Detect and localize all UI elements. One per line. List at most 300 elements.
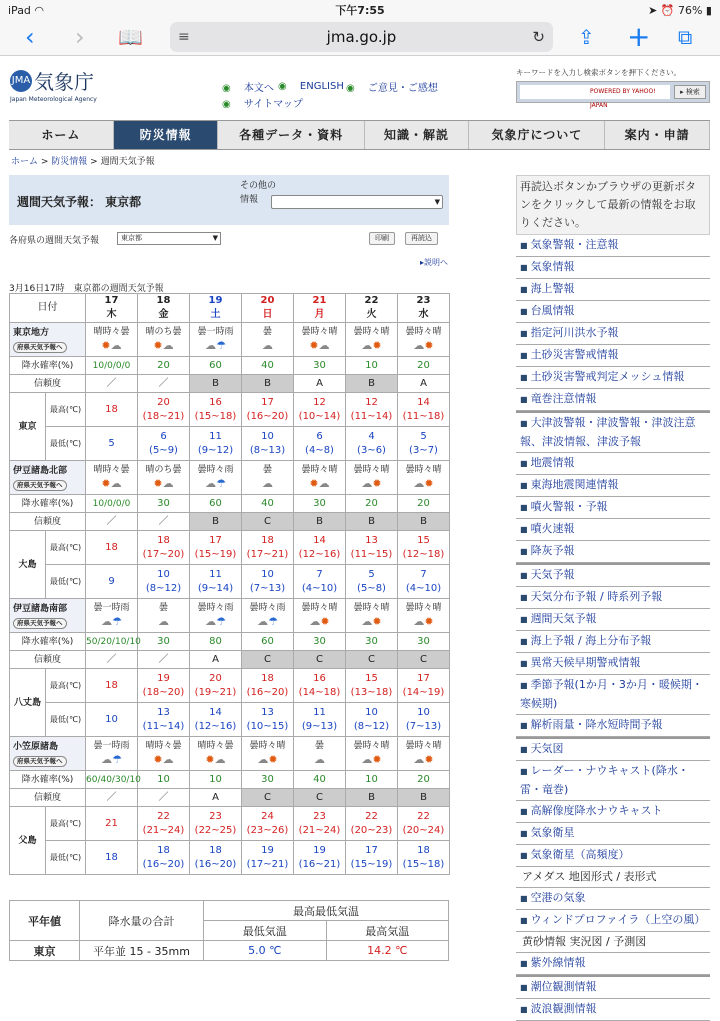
- max-label: 最高(℃): [46, 807, 86, 841]
- bullet-icon: ■: [520, 681, 528, 690]
- reliability-cell: ／: [138, 375, 190, 393]
- sidebar-link[interactable]: ■ 異常天候早期警戒情報: [516, 653, 710, 675]
- max-label: 最高(℃): [46, 531, 86, 565]
- area-name: 伊豆諸島北部 府県天気予報へ: [10, 461, 86, 495]
- bc-home[interactable]: ホーム: [11, 157, 39, 167]
- sidebar-link[interactable]: ■ 天気予報: [516, 563, 710, 587]
- sidebar-link[interactable]: ■ 竜巻注意情報: [516, 389, 710, 411]
- min-temp-cell: 6 (4~8): [294, 427, 346, 461]
- site-search: キーワードを入力し検索ボタンを押下ください。 POWERED BY YAHOO! JAPAN ▸ 検索: [516, 67, 710, 103]
- min-temp-cell: 7 (4~10): [294, 565, 346, 599]
- reliability-cell: C: [242, 513, 294, 531]
- pop-cell: 30: [294, 633, 346, 651]
- bullet-icon: ■: [520, 829, 528, 838]
- bullet-icon: ■: [520, 615, 528, 624]
- weather-cell: 曇一時雨 ☁☂: [86, 599, 138, 633]
- pop-cell: 20: [346, 495, 398, 513]
- sidebar-link[interactable]: ■ 噴火警報・予報: [516, 497, 710, 519]
- date-cell: 21 月: [294, 294, 346, 323]
- sidebar: [516, 175, 710, 1021]
- date-cell: 22 火: [346, 294, 398, 323]
- reliability-cell: A: [190, 651, 242, 669]
- cloud-icon: ☁: [262, 477, 273, 490]
- max-temp-cell: 22 (20~23): [346, 807, 398, 841]
- weather-cell: 曇一時雨 ☁☂: [190, 323, 242, 357]
- reliability-cell: ／: [86, 651, 138, 669]
- chevron-down-icon: ▼: [212, 234, 218, 242]
- max-temp-cell: 15 (12~18): [398, 531, 450, 565]
- status-bar: [0, 0, 720, 20]
- sidebar-link[interactable]: ■ 季節予報(1か月・3か月・暖候期・寒候期): [516, 675, 710, 715]
- pop-cell: 40: [242, 357, 294, 375]
- pop-label: 降水確率(%): [10, 357, 86, 375]
- weather-cell: 曇時々晴 ☁✹: [346, 323, 398, 357]
- weather-cell: 曇時々晴 ☁✹: [398, 461, 450, 495]
- sidebar-link[interactable]: ■ 週間天気予報: [516, 609, 710, 631]
- bullet-icon: ■: [520, 637, 528, 646]
- sun-icon: ✹: [424, 615, 434, 628]
- sidebar-link[interactable]: ■ 大津波警報・津波警報・津波注意報、津波情報、津波予報: [516, 411, 710, 453]
- bullet-icon: ■: [520, 959, 528, 968]
- bookmarks-icon[interactable]: 📖: [118, 25, 143, 49]
- max-temp-cell: 18: [86, 393, 138, 427]
- pop-cell: 30: [138, 495, 190, 513]
- area-name: 東京地方 府県天気予報へ: [10, 323, 86, 357]
- cloud-icon: ☁: [110, 477, 122, 490]
- reliability-label: 信頼度: [10, 513, 86, 531]
- sidebar-link[interactable]: ■ 台風情報: [516, 301, 710, 323]
- bullet-icon: ■: [520, 263, 528, 272]
- nav-home[interactable]: ホーム: [9, 121, 114, 149]
- cloud-icon: ☁: [318, 339, 330, 352]
- bullet-icon: ■: [520, 395, 528, 404]
- date-cell: 18 金: [138, 294, 190, 323]
- reload-notice: 再読込ボタンかブラウザの更新ボタンをクリックして最新の情報をお取りください。: [516, 175, 710, 235]
- reliability-label: 信頼度: [10, 789, 86, 807]
- weather-cell: 曇時々晴 ☁✹: [294, 599, 346, 633]
- other-info-select[interactable]: [271, 195, 443, 209]
- bullet-icon: ■: [520, 373, 528, 382]
- sidebar-link[interactable]: ■ 天気分布予報 / 時系列予報: [516, 587, 710, 609]
- min-temp-cell: 13 (10~15): [242, 703, 294, 737]
- min-temp-cell: 5: [86, 427, 138, 461]
- sidebar-link[interactable]: ■ 潮位観測情報: [516, 975, 710, 999]
- umbrella-icon: ☂: [112, 753, 122, 766]
- pref-select[interactable]: 東京都 ▼: [117, 232, 221, 245]
- reliability-cell: C: [294, 789, 346, 807]
- pref-forecast-button[interactable]: 府県天気予報へ: [13, 342, 67, 353]
- date-cell: 17 木: [86, 294, 138, 323]
- min-temp-cell: 10 (8~13): [242, 427, 294, 461]
- cloud-icon: ☁: [205, 339, 217, 352]
- bullet-icon: ■: [520, 745, 528, 754]
- weather-cell: 曇時々雨 ☁☂: [190, 599, 242, 633]
- link-english[interactable]: ENGLISH: [299, 81, 344, 92]
- url-bar[interactable]: [170, 22, 553, 52]
- reliability-cell: ／: [138, 651, 190, 669]
- pop-cell: 20: [138, 357, 190, 375]
- bullet-icon: ■: [520, 983, 528, 992]
- weather-cell: 曇 ☁: [242, 461, 294, 495]
- pop-cell: 60/40/30/10: [86, 771, 138, 789]
- weather-cell: 曇 ☁: [294, 737, 346, 771]
- max-temp-cell: 19 (18~20): [138, 669, 190, 703]
- reliability-cell: B: [242, 375, 294, 393]
- bullet-icon: ■: [520, 459, 528, 468]
- sun-icon: ✹: [153, 339, 163, 352]
- min-label: 最低(℃): [46, 703, 86, 737]
- sun-icon: ✹: [424, 477, 434, 490]
- min-temp-cell: 6 (5~9): [138, 427, 190, 461]
- issued-time: 3月16日17時 東京都の週間天気予報: [9, 284, 164, 294]
- max-temp-cell: 18: [86, 669, 138, 703]
- sun-icon: ✹: [372, 477, 382, 490]
- sidebar-link[interactable]: 黄砂情報 実況図 / 予測図: [516, 932, 710, 953]
- sidebar-link[interactable]: ■ 天気図: [516, 737, 710, 761]
- pop-cell: 60: [190, 495, 242, 513]
- reliability-cell: A: [294, 375, 346, 393]
- min-temp-cell: 10 (7~13): [398, 703, 450, 737]
- weather-row: [10, 323, 450, 357]
- weather-row: [10, 461, 450, 495]
- reliability-cell: B: [190, 375, 242, 393]
- weather-cell: 曇時々晴 ☁✹: [346, 737, 398, 771]
- weather-row: [10, 737, 450, 771]
- reliability-cell: B: [346, 375, 398, 393]
- umbrella-icon: ☂: [216, 477, 226, 490]
- weather-cell: 曇時々晴 ☁✹: [346, 599, 398, 633]
- bullet-icon: ■: [520, 525, 528, 534]
- sidebar-link[interactable]: ■ ウィンドプロファイラ（上空の風）: [516, 910, 710, 932]
- reliability-cell: C: [346, 651, 398, 669]
- sun-icon: ✹: [101, 477, 111, 490]
- pref-forecast-button[interactable]: 府県天気予報へ: [13, 756, 67, 767]
- browser-toolbar: [0, 20, 720, 56]
- pop-cell: 10/0/0/0: [86, 357, 138, 375]
- sun-icon: ✹: [153, 753, 163, 766]
- reload-button[interactable]: 再読込: [405, 232, 438, 245]
- sidebar-links: [516, 235, 710, 1021]
- max-temp-cell: 14 (12~16): [294, 531, 346, 565]
- cloud-icon: ☁: [413, 477, 425, 490]
- sun-icon: ✹: [372, 753, 382, 766]
- sun-icon: ✹: [424, 753, 434, 766]
- max-temp-cell: 18 (16~20): [242, 669, 294, 703]
- bullet-icon: ■: [520, 241, 528, 250]
- weather-row: [10, 599, 450, 633]
- bullet-icon: ■: [520, 851, 528, 860]
- nav-disaster[interactable]: 防災情報: [114, 121, 219, 149]
- other-info-label: その他の情報: [240, 181, 277, 205]
- bullet-icon: ■: [520, 419, 528, 428]
- sidebar-link[interactable]: ■ 高解像度降水ナウキャスト: [516, 801, 710, 823]
- bullet-icon: ■: [520, 547, 528, 556]
- max-temp-cell: 12 (10~14): [294, 393, 346, 427]
- sidebar-link[interactable]: ■ 降灰予報: [516, 541, 710, 563]
- cloud-icon: ☁: [214, 753, 226, 766]
- reload-icon[interactable]: ↻: [532, 28, 545, 46]
- sidebar-link[interactable]: ■ 東海地震関連情報: [516, 475, 710, 497]
- city-name: 東京: [10, 393, 46, 461]
- reliability-cell: B: [294, 513, 346, 531]
- pop-cell: 30: [398, 633, 450, 651]
- sun-icon: ✹: [101, 339, 111, 352]
- share-icon[interactable]: ⇪: [578, 25, 595, 49]
- min-label: 最低(℃): [46, 841, 86, 875]
- reliability-cell: ／: [138, 789, 190, 807]
- bullet-icon: ■: [520, 593, 528, 602]
- cloud-icon: ☁: [361, 477, 373, 490]
- min-temp-cell: 5 (3~7): [398, 427, 450, 461]
- sidebar-link[interactable]: ■ 気象衛星（高頻度）: [516, 845, 710, 867]
- date-label: 日付: [10, 294, 86, 323]
- nav-data[interactable]: 各種データ・資料: [218, 121, 364, 149]
- sun-icon: ✹: [372, 339, 382, 352]
- cloud-icon: ☁: [361, 615, 373, 628]
- weather-cell: 曇時々晴 ☁✹: [242, 737, 294, 771]
- pop-label: 降水確率(%): [10, 633, 86, 651]
- tabs-icon[interactable]: ⧉: [678, 25, 693, 49]
- weather-cell: 曇一時雨 ☁☂: [86, 737, 138, 771]
- main-content: 週間天気予報： 東京都 その他の情報 ▼ 各府県の週間天気予報 東京都 ▼ 印刷 再読込 ▸説明へ 3月16日17時 東京都の週間天気予報 日付 17 木 18 金 19 土 20 日 21 月 22 火 23 水 東京地方 府県天気予報へ 晴時々曇 ✹☁ 晴のち曇 ✹☁ 曇一時雨 ☁☂ 曇 ☁ 曇時々晴 ✹☁ 曇時々晴 ☁✹ 曇時々晴 ☁✹ 降水確率(%) 10/0/0/0 20 60 40 30 10 20 信頼度 ／ ／ B B A B A 東京 最高(℃) 18 20 (18~21) 16 (15~18) 17 (16~20) 12 (10~14) 12 (11~14) 14 (11~18) 最低(℃) 5 6 (5~9) 11 (9~12) 10 (8~13) 6 (4~8) 4 (3~6) 5 (3~7) 伊豆諸島北部 府県天気予報へ 晴時々曇 ✹☁ 晴のち曇 ✹☁ 曇時々雨 ☁☂ 曇 ☁ 曇時々晴 ✹☁ 曇時々晴 ☁✹ 曇時々晴 ☁✹ 降水確率(%) 10/0/0/0 30 60 40 30 20 20 信頼度 ／ ／ B C B B B 大島 最高(℃) 18 18 (17~20) 17 (15~19) 18 (17~21) 14 (12~16) 13 (11~15) 15 (12~18) 最低(℃) 9 10 (8~12) 11 (9~14) 10 (7~13) 7 (4~10) 5 (5~8) 7 (4~10) 伊豆諸島南部 府県天気予報へ 曇一時雨 ☁☂ 曇 ☁ 曇時々雨 ☁☂ 曇時々雨 ☁☂ 曇時々晴 ☁✹ 曇時々晴 ☁✹ 曇時々晴 ☁✹ 降水確率(%) 50/20/10/10 30 80 60 30 30 30 信頼度 ／ ／ A C C C C 八丈島 最高(℃) 18 19 (18~20) 20 (19~21) 18 (16~20) 16 (14~18) 15 (13~18) 17 (14~19) 最低(℃) 10 13 (11~14) 14 (12~16) 13 (10~15) 11 (9~13) 10 (8~12) 10 (7~13) 小笠原諸島 府県天気予報へ 曇一時雨 ☁☂ 晴時々曇 ✹☁ 晴時々曇 ✹☁ 曇時々晴 ☁✹ 曇 ☁ 曇時々晴 ☁✹ 曇時々晴 ☁✹ 降水確率(%) 60/40/30/10 10 10 30 40 10 20 信頼度 ／ ／ A C C B B 父島 最高(℃) 21 22 (21~24) 23 (22~25) 24 (23~26) 23 (21~24) 22 (20~23) 22 (20~24) 最低(℃) 18 18 (16~20) 18 (16~20) 19 (17~21) 19 (16~21) 17 (15~19) 18 (15~18): [9, 175, 449, 253]
- max-temp-cell: 21: [86, 807, 138, 841]
- link-sitemap[interactable]: サイトマップ: [243, 99, 303, 110]
- weather-cell: 曇時々晴 ☁✹: [398, 737, 450, 771]
- reliability-cell: C: [398, 651, 450, 669]
- bullet-icon: ■: [520, 659, 528, 668]
- sun-icon: ✹: [268, 753, 278, 766]
- bullet-icon: ■: [520, 503, 528, 512]
- reliability-cell: ／: [86, 513, 138, 531]
- sidebar-link[interactable]: ■ 気象衛星: [516, 823, 710, 845]
- print-button[interactable]: 印刷: [369, 232, 395, 245]
- reliability-cell: B: [346, 789, 398, 807]
- weather-cell: 曇時々晴 ☁✹: [398, 599, 450, 633]
- sun-icon: ✹: [309, 339, 319, 352]
- umbrella-icon: ☂: [216, 339, 226, 352]
- cloud-icon: ☁: [309, 615, 321, 628]
- forward-icon[interactable]: ›: [75, 23, 85, 51]
- weather-cell: 曇時々晴 ✹☁: [294, 323, 346, 357]
- sidebar-link[interactable]: ■ 土砂災害警戒情報: [516, 345, 710, 367]
- max-temp-cell: 17 (14~19): [398, 669, 450, 703]
- weather-cell: 曇時々晴 ☁✹: [398, 323, 450, 357]
- max-temp-cell: 13 (11~15): [346, 531, 398, 565]
- weather-cell: 晴時々曇 ✹☁: [86, 461, 138, 495]
- min-temp-cell: 9: [86, 565, 138, 599]
- area-name: 小笠原諸島 府県天気予報へ: [10, 737, 86, 771]
- sidebar-link[interactable]: ■ 噴火速報: [516, 519, 710, 541]
- min-temp-cell: 10 (7~13): [242, 565, 294, 599]
- nav-guide[interactable]: 案内・申請: [605, 121, 710, 149]
- pop-cell: 30: [294, 495, 346, 513]
- link-feedback[interactable]: ご意見・ご感想: [367, 83, 438, 94]
- max-temp-cell: 22 (21~24): [138, 807, 190, 841]
- url-text: jma.go.jp: [326, 28, 397, 46]
- link-main[interactable]: 本文へ: [243, 83, 274, 94]
- battery: ➤ ⏰ 76% ▮: [648, 3, 712, 17]
- area-name: 伊豆諸島南部 府県天気予報へ: [10, 599, 86, 633]
- reliability-label: 信頼度: [10, 375, 86, 393]
- min-temp-cell: 10 (8~12): [346, 703, 398, 737]
- reliability-cell: ／: [86, 375, 138, 393]
- sidebar-link[interactable]: ■ 地震情報: [516, 453, 710, 475]
- max-temp-cell: 17 (15~19): [190, 531, 242, 565]
- pop-cell: 10: [138, 771, 190, 789]
- pop-cell: 10/0/0/0: [86, 495, 138, 513]
- back-icon[interactable]: ‹: [25, 23, 35, 51]
- nav-about[interactable]: 気象庁について: [469, 121, 605, 149]
- sidebar-link[interactable]: アメダス 地図形式 / 表形式: [516, 867, 710, 888]
- bc-disaster[interactable]: 防災情報: [51, 157, 88, 167]
- weather-cell: 晴のち曇 ✹☁: [138, 323, 190, 357]
- umbrella-icon: ☂: [112, 615, 122, 628]
- weather-cell: 晴のち曇 ✹☁: [138, 461, 190, 495]
- weather-cell: 曇時々雨 ☁☂: [190, 461, 242, 495]
- sidebar-link[interactable]: ■ 気象情報: [516, 257, 710, 279]
- min-temp-cell: 18 (16~20): [190, 841, 242, 875]
- umbrella-icon: ☂: [268, 615, 278, 628]
- reliability-cell: B: [346, 513, 398, 531]
- cloud-icon: ☁: [262, 339, 273, 352]
- max-temp-cell: 18: [86, 531, 138, 565]
- breadcrumb: ホーム > 防災情報 > 週間天気予報: [11, 157, 155, 167]
- max-temp-cell: 20 (18~21): [138, 393, 190, 427]
- sidebar-link[interactable]: ■ レーダー・ナウキャスト(降水・雷・竜巻): [516, 761, 710, 801]
- max-temp-cell: 23 (21~24): [294, 807, 346, 841]
- sun-icon: ✹: [424, 339, 434, 352]
- city-name: 父島: [10, 807, 46, 875]
- bullet-icon: ■: [520, 894, 528, 903]
- pop-cell: 30: [242, 771, 294, 789]
- cloud-icon: ☁: [110, 339, 122, 352]
- max-temp-cell: 23 (22~25): [190, 807, 242, 841]
- min-label: 最低(℃): [46, 565, 86, 599]
- weather-cell: 曇時々晴 ✹☁: [294, 461, 346, 495]
- reliability-cell: B: [398, 513, 450, 531]
- weather-cell: 曇時々雨 ☁☂: [242, 599, 294, 633]
- weather-cell: 晴時々曇 ✹☁: [138, 737, 190, 771]
- pop-cell: 30: [346, 633, 398, 651]
- device-label: iPad: [8, 3, 31, 17]
- explain-link[interactable]: ▸説明へ: [420, 258, 449, 267]
- reliability-cell: B: [190, 513, 242, 531]
- site-header: JMA 気象庁 Japan Meteorological Agency ◉ 本文へ ◉ ENGLISH ◉ ご意見・ご感想 ◉ サイトマップ キーワードを入力し検索ボタンを押下ください。 POWERED BY YAHOO! JAPAN ▸ 検索: [0, 56, 720, 120]
- new-tab-icon[interactable]: +: [627, 20, 651, 53]
- cloud-icon: ☁: [361, 753, 373, 766]
- sidebar-link[interactable]: ■ 空港の気象: [516, 888, 710, 910]
- pop-cell: 10: [346, 357, 398, 375]
- cloud-icon: ☁: [205, 477, 217, 490]
- max-temp-cell: 18 (17~20): [138, 531, 190, 565]
- min-temp-cell: 13 (11~14): [138, 703, 190, 737]
- cloud-icon: ☁: [413, 615, 425, 628]
- chevron-down-icon: ▼: [434, 198, 440, 206]
- bullet-icon: ■: [520, 721, 528, 730]
- cloud-icon: ☁: [314, 753, 325, 766]
- max-temp-cell: 12 (11~14): [346, 393, 398, 427]
- min-temp-cell: 18 (15~18): [398, 841, 450, 875]
- min-temp-cell: 18 (16~20): [138, 841, 190, 875]
- min-label: 最低(℃): [46, 427, 86, 461]
- reliability-cell: C: [294, 651, 346, 669]
- max-temp-cell: 14 (11~18): [398, 393, 450, 427]
- jma-logo-icon: JMA: [10, 70, 32, 92]
- cloud-icon: ☁: [162, 477, 174, 490]
- max-temp-cell: 16 (15~18): [190, 393, 242, 427]
- cloud-icon: ☁: [257, 753, 269, 766]
- min-temp-cell: 11 (9~14): [190, 565, 242, 599]
- bullet-icon: ■: [520, 285, 528, 294]
- reliability-cell: B: [398, 789, 450, 807]
- sun-icon: ✹: [309, 477, 319, 490]
- reader-icon[interactable]: ≡: [178, 29, 190, 45]
- cloud-icon: ☁: [257, 615, 269, 628]
- reliability-cell: ／: [138, 513, 190, 531]
- pop-label: 降水確率(%): [10, 495, 86, 513]
- sidebar-link[interactable]: ■ 解析雨量・降水短時間予報: [516, 715, 710, 737]
- sidebar-link[interactable]: ■ 紫外線情報: [516, 953, 710, 975]
- max-label: 最高(℃): [46, 669, 86, 703]
- bullet-icon: ■: [520, 481, 528, 490]
- sidebar-link[interactable]: ■ 気象警報・注意報: [516, 235, 710, 257]
- max-label: 最高(℃): [46, 393, 86, 427]
- pop-cell: 50/20/10/10: [86, 633, 138, 651]
- sun-icon: ✹: [153, 477, 163, 490]
- pref-forecast-button[interactable]: 府県天気予報へ: [13, 480, 67, 491]
- sun-icon: ✹: [205, 753, 215, 766]
- sidebar-link[interactable]: ■ 海上警報: [516, 279, 710, 301]
- reliability-label: 信頼度: [10, 651, 86, 669]
- pop-cell: 20: [398, 495, 450, 513]
- reliability-cell: C: [242, 651, 294, 669]
- min-temp-cell: 11 (9~13): [294, 703, 346, 737]
- cloud-icon: ☁: [361, 339, 373, 352]
- pop-cell: 10: [190, 771, 242, 789]
- bullet-icon: ■: [520, 916, 528, 925]
- weather-cell: 曇時々晴 ☁✹: [346, 461, 398, 495]
- date-row: [10, 294, 450, 323]
- sidebar-link[interactable]: ■ 海上予報 / 海上分布予報: [516, 631, 710, 653]
- cloud-icon: ☁: [318, 477, 330, 490]
- sidebar-link[interactable]: ■ 指定河川洪水予報: [516, 323, 710, 345]
- date-cell: 20 日: [242, 294, 294, 323]
- cloud-icon: ☁: [101, 615, 113, 628]
- cloud-icon: ☁: [162, 753, 174, 766]
- nav-knowledge[interactable]: 知識・解説: [365, 121, 470, 149]
- cloud-icon: ☁: [413, 753, 425, 766]
- page-title: 週間天気予報： 東京都: [17, 195, 142, 209]
- reliability-cell: A: [398, 375, 450, 393]
- clock: 下午7:55: [335, 4, 385, 17]
- sidebar-link[interactable]: ■ 土砂災害警戒判定メッシュ情報: [516, 367, 710, 389]
- search-input[interactable]: POWERED BY YAHOO! JAPAN: [520, 85, 670, 99]
- jma-logo[interactable]: JMA 気象庁 Japan Meteorological Agency: [10, 70, 97, 103]
- sidebar-link[interactable]: ■ 波浪観測情報: [516, 999, 710, 1021]
- min-temp-cell: 4 (3~6): [346, 427, 398, 461]
- pop-cell: 20: [398, 771, 450, 789]
- bullet-icon: ■: [520, 767, 528, 776]
- min-temp-cell: 19 (17~21): [242, 841, 294, 875]
- search-button[interactable]: ▸ 検索: [674, 85, 706, 99]
- reliability-cell: A: [190, 789, 242, 807]
- min-temp-cell: 10: [86, 703, 138, 737]
- pref-forecast-button[interactable]: 府県天気予報へ: [13, 618, 67, 629]
- weather-cell: 晴時々曇 ✹☁: [190, 737, 242, 771]
- cloud-icon: ☁: [158, 615, 169, 628]
- bullet-icon: ■: [520, 329, 528, 338]
- max-temp-cell: 24 (23~26): [242, 807, 294, 841]
